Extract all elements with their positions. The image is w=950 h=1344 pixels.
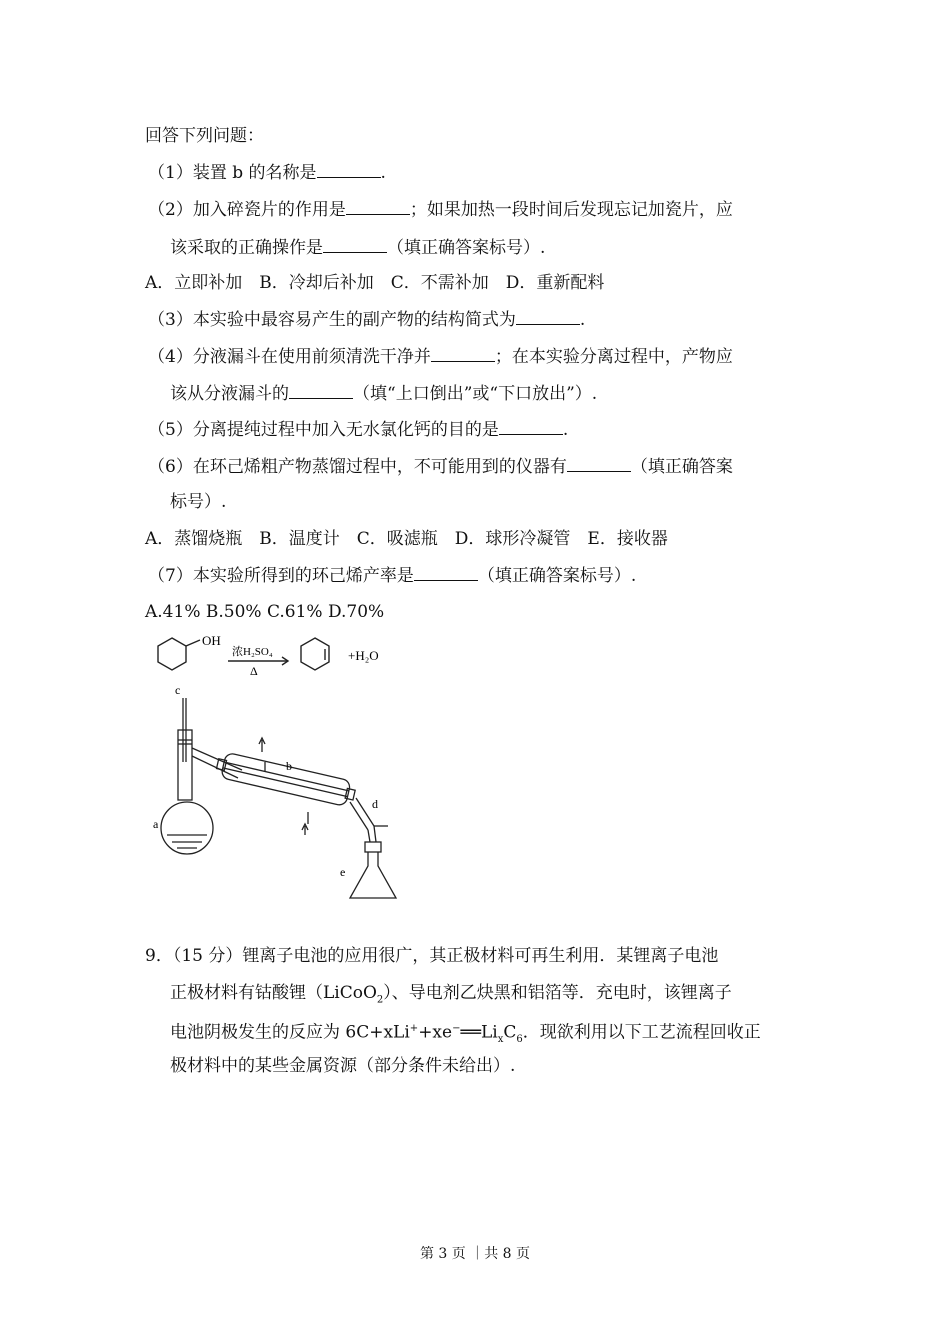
question-6-options: A．蒸馏烧瓶 B．温度计 C．吸滤瓶 D．球形冷凝管 E．接收器 — [145, 529, 668, 549]
product-tail-label: +H₂O — [348, 648, 379, 663]
question-2-line1: （2）加入碎瓷片的作用是 ；如果加热一段时间后发现忘记加瓷片，应 — [148, 200, 733, 220]
question-9-line2: 正极材料有钴酸锂（LiCoO$_2$）、导电剂乙炔黑和铝箔等．充电时，该锂离子 — [170, 983, 732, 1006]
answer-blank[interactable] — [414, 564, 478, 581]
question-2-options: A．立即补加 B．冷却后补加 C．不需补加 D．重新配料 — [145, 273, 605, 293]
question-9-line4: 极材料中的某些金属资源（部分条件未给出）. — [170, 1056, 516, 1076]
question-6-line1: （6）在环己烯粗产物蒸馏过程中，不可能用到的仪器有 （填正确答案 — [148, 457, 733, 477]
flask-a — [161, 802, 213, 854]
label-c: c — [175, 683, 181, 697]
answer-blank[interactable] — [323, 236, 387, 253]
reagent-label: 浓H₂SO₄ — [232, 646, 273, 658]
question-2-line2: 该采取的正确操作是 （填正确答案标号）. — [170, 238, 546, 258]
question-7: （7）本实验所得到的环己烯产率是 （填正确答案标号）. — [148, 566, 637, 586]
question-4-line1: （4）分液漏斗在使用前须清洗干净并 ；在本实验分离过程中，产物应 — [148, 347, 733, 367]
heat-label: Δ — [250, 664, 258, 678]
intro-text: 回答下列问题： — [145, 126, 264, 146]
question-3: （3）本实验中最容易产生的副产物的结构简式为 . — [148, 310, 586, 330]
answer-blank[interactable] — [431, 345, 495, 362]
label-e: e — [340, 865, 346, 879]
apparatus-figure — [150, 630, 410, 910]
receiver-e — [350, 852, 396, 898]
page-footer: 第 3 页 ｜共 8 页 — [419, 1246, 531, 1262]
question-5: （5）分离提纯过程中加入无水氯化钙的目的是 . — [148, 420, 569, 440]
cyclohexanol-ring — [158, 638, 186, 670]
oh-label: OH — [202, 633, 221, 648]
label-b: b — [286, 759, 292, 773]
question-9-line3: 电池阴极发生的反应为 $6C+xLi^++xe^-══Li_xC_6$．现欲利用以下工艺流程回收正 — [170, 1022, 761, 1046]
answer-blank[interactable] — [499, 418, 563, 435]
question-4-line2: 该从分液漏斗的 （填“上口倒出”或“下口放出”）. — [170, 384, 598, 404]
label-d: d — [372, 797, 378, 811]
question-7-options: A.41% B.50% C.61% D.70% — [145, 602, 385, 622]
question-1: （1）装置 b 的名称是 . — [148, 163, 386, 183]
answer-blank[interactable] — [289, 382, 353, 399]
answer-blank[interactable] — [317, 161, 381, 178]
answer-blank[interactable] — [346, 198, 410, 215]
question-6-line2: 标号）. — [170, 492, 227, 512]
question-9-line1: 9．（15 分）锂离子电池的应用很广，其正极材料可再生利用．某锂离子电池 — [145, 946, 719, 966]
label-a: a — [153, 817, 159, 831]
answer-blank[interactable] — [567, 455, 631, 472]
answer-blank[interactable] — [516, 308, 580, 325]
